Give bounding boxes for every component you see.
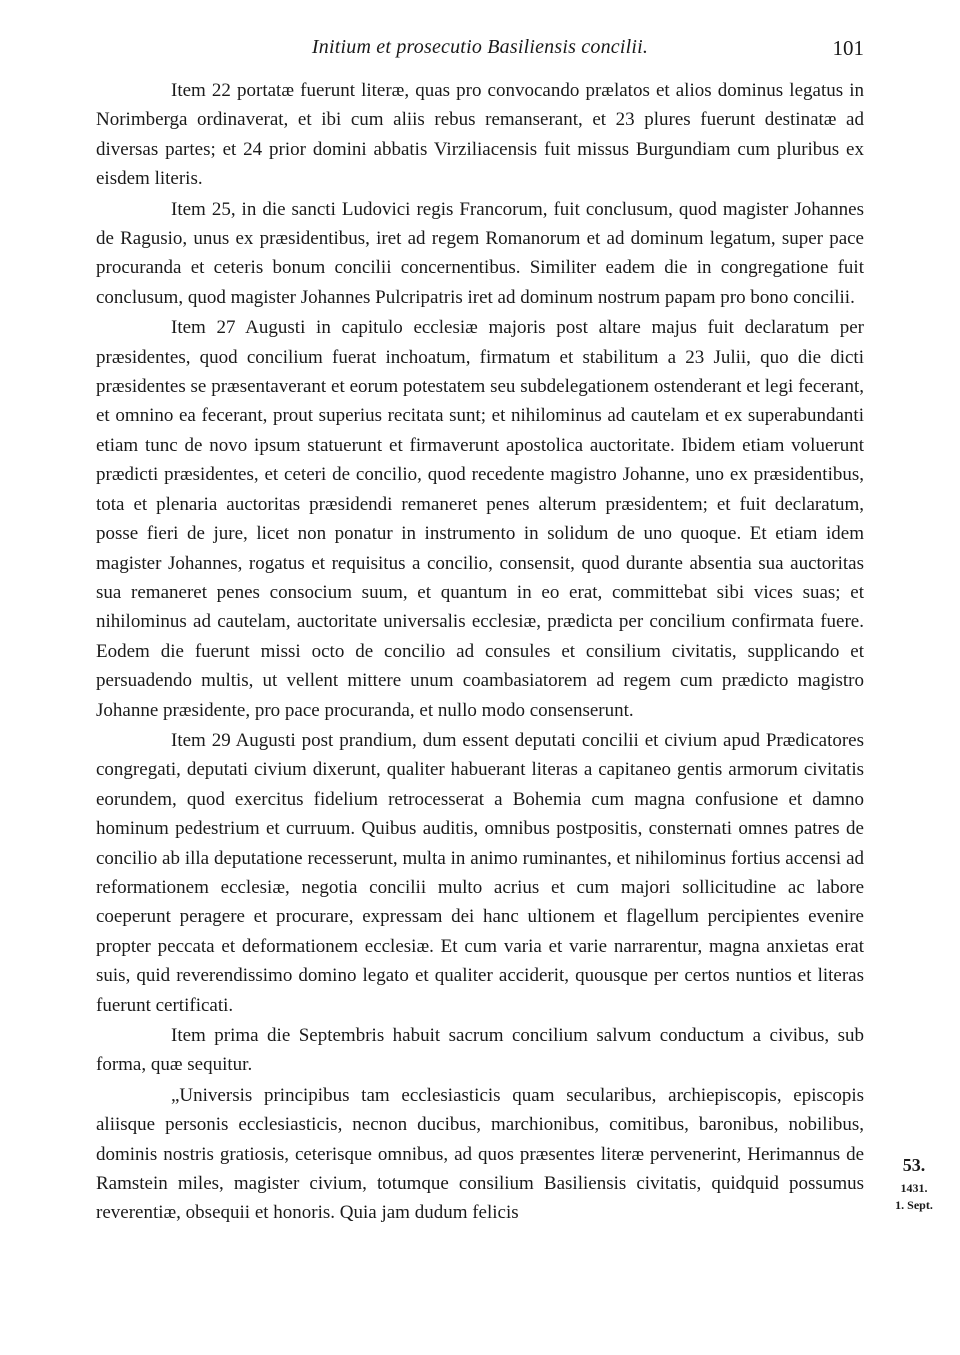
margin-year: 1431. (900, 1181, 928, 1195)
body-text (96, 76, 864, 1229)
paragraph: Item prima die Septembris habuit sacrum concilium salvum conductum a civibus, sub forma, quæ sequitur. (96, 1025, 864, 1076)
paragraph: Item 29 Augusti post prandium, dum essent deputati concilii et civium apud Prædicatores congregati, deputati civium dixerunt, qualiter habuerant literas a capitaneo gentis armorum civitatis eorundem, quod exercitus fidelium retrocesserat a Bohemia cum magna confusione et damno hominum pedestrium et curruum. Quibus auditis, omnibus postpositis, consternati omnes patres de concilio ab illa deputatione recesserunt, multa in animo ruminantes, et nihilominus fortius accensi ad reformationem ecclesiæ, negotia concilii multo acrius et cum majori sollicitudine ac labore coeperunt peragere et procurare, expressam dei hanc ultionem et flagellum percipientes evenire propter peccata et deformationem ecclesiæ. Et cum varia et varie narrarentur, magna anxietas erat suis, quid reverendissimo domino legato et qualiter acciderit, quousque per certos nuntios et literas fuerunt certificati. (96, 729, 864, 1016)
margin-document-number: 53. (902, 1155, 926, 1175)
page-number: 101 (832, 36, 864, 60)
margin-date: 1. Sept. (895, 1198, 933, 1212)
paragraph: Item 22 portatæ fuerunt literæ, quas pro convocando prælatos et alios dominus legatus in Norimberga ordinaverat, et ibi cum aliis rebus remanserant, et 23 plures fuerunt destinatæ ad diversas partes; et 24 prior domini abbatis Virziliacensis fuit missus Burgundiam cum pluribus ex eisdem literis. (96, 80, 864, 190)
page-header (96, 36, 864, 66)
paragraph: Item 27 Augusti in capitulo ecclesiæ majoris post altare majus fuit declaratum per præsidentes, quod concilium fuerat inchoatum, firmatum et stabilitum a 23 Julii, quo die dicti præsidentes se præsentaverant et eorum potestatem seu subdelegationem ostenderant et legi fecerant, et omnino ea fecerant, prout superius recitata sunt; et nihilominus ad cautelam et ex superabundanti etiam tunc de novo ipsum statuerunt et firmaverunt apostolica auctoritate. Ibidem etiam voluerunt prædicti præsidentes, et ceteri de concilio, quod recedente magistro Johanne, uno ex præsidentibus, tota et plenaria auctoritas præsidendi remaneret penes alterum præsidentem; et fuit declaratum, posse fieri de jure, licet non ponatur in instrumento in solidum de uno quoque. Et etiam idem magister Johannes, rogatus et requisitus a concilio, consensit, quod durante absentia sua auctoritas sua remaneret penes consocium suum, et quantum in eo erat, committebat sibi vices suas; et nihilominus ad cautelam, auctoritate universalis ecclesiæ, prædicta per concilium confirmata fuere. Eodem die fuerunt missi octo de concilio ad consules et consilium civitatis, supplicando et persuadendo multis, ut vellent mittere unum coambasiatorem ad regem cum prædicto magistro Johanne præsidente, pro pace procuranda, et nullo modo consenserunt. (96, 317, 864, 721)
paragraph: Item 25, in die sancti Ludovici regis Francorum, fuit conclusum, quod magister Johannes de Ragusio, unus ex præsidentibus, iret ad regem Romanorum et ad dominum legatum, super pace procuranda et ceteris bonum concilii concernentibus. Similiter eadem die in congregatione fuit conclusum, quod magister Johannes Pulcripatris iret ad dominum nostrum papam pro bono concilii. (96, 198, 864, 308)
paragraph: „Universis principibus tam ecclesiasticis quam secularibus, archiepiscopis, episcopis aliisque personis ecclesiasticis, necnon ducibus, marchionibus, comitibus, baronibus, nobilibus, dominis nostris gratiosis, ceterisque omnibus, ad quos præsentes literæ pervenerint, Herimannus de Ramstein miles, magister civium, totumque consilium Basiliensis civitatis, quidquid possumus reverentiæ, obsequii et honoris. Quia jam dudum felicis (96, 1084, 864, 1224)
running-title: Initium et prosecutio Basiliensis concilii. (311, 36, 649, 58)
